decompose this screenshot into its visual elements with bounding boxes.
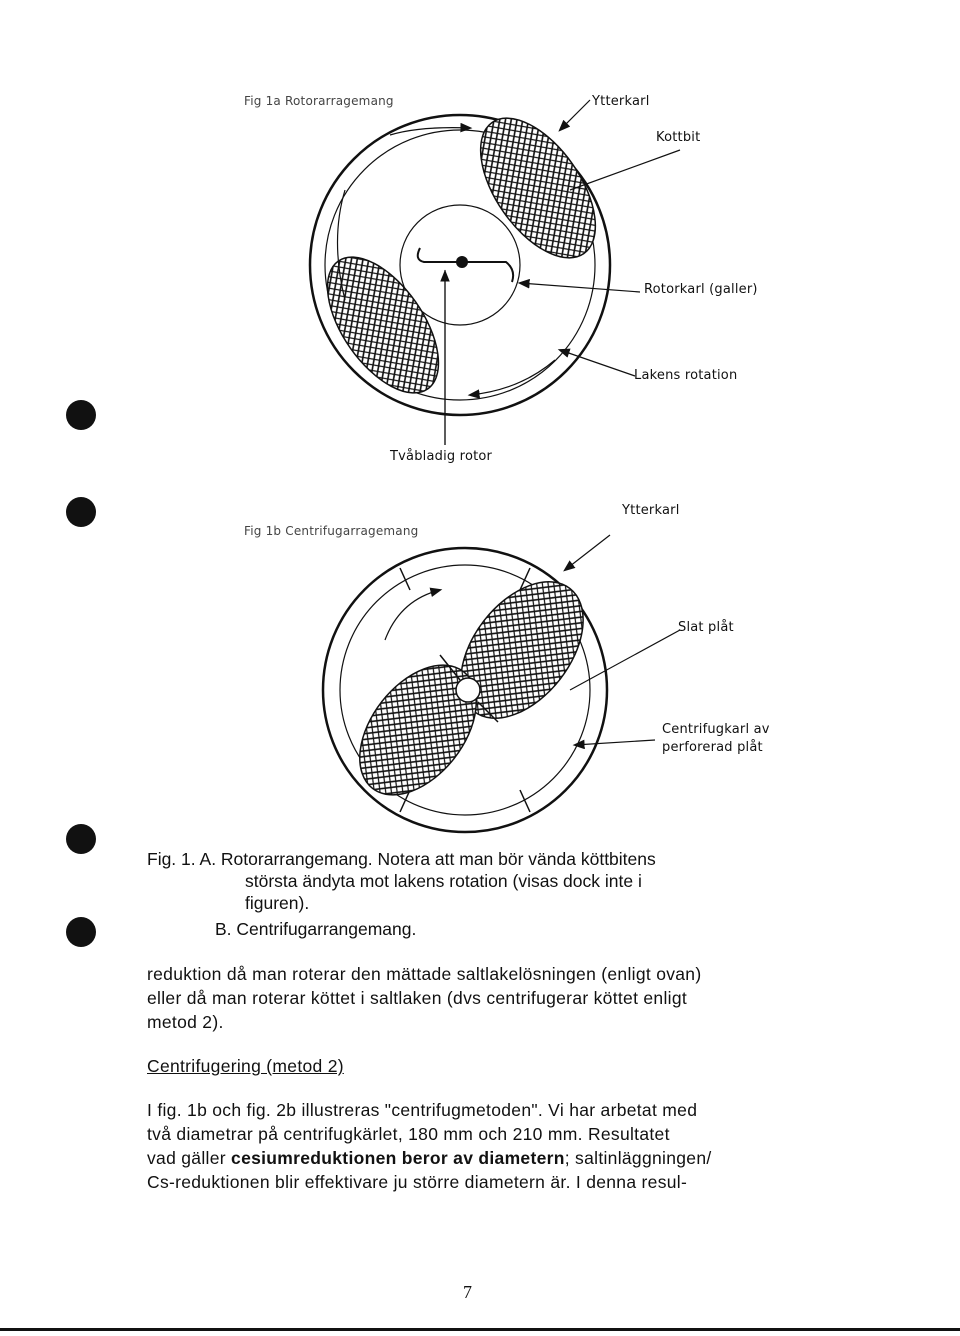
label-lakens-rotation: Lakens rotation — [634, 368, 738, 383]
label-ytterkarl-a: Ytterkarl — [592, 94, 650, 109]
label-ytterkarl-b: Ytterkarl — [622, 503, 680, 518]
para1-line-2: eller då man roterar köttet i saltlaken (dvs centrifugerar köttet enligt — [147, 988, 688, 1008]
label-kottbit: Kottbit — [656, 130, 701, 145]
label-tvabladig-rotor: Tvåbladig rotor — [390, 449, 493, 464]
para2-line-1: I fig. 1b och fig. 2b illustreras "centrifugmetoden". Vi har arbetat med — [147, 1100, 698, 1120]
punch-hole-4 — [66, 917, 96, 947]
label-centrifugkarl-1: Centrifugkarl av — [662, 722, 770, 737]
para2-line-3 — [147, 1147, 827, 1170]
figure-a-diagram — [305, 98, 680, 445]
figure-b-diagram — [323, 535, 680, 832]
para2-line-3-a: vad gäller — [147, 1148, 232, 1168]
label-rotorkarl: Rotorkarl (galler) — [644, 282, 758, 297]
label-slat-plat: Slat plåt — [678, 620, 734, 635]
para2-line-4: Cs-reduktionen blir effektivare ju större diametern är. I denna resul- — [147, 1172, 688, 1192]
figure-b-title: Fig 1b Centrifugarragemang — [244, 524, 419, 538]
para2-line-3-bold: cesiumreduktionen beror av diametern — [231, 1148, 565, 1168]
caption-line-4: B. Centrifugarrangemang. — [215, 919, 417, 939]
para2-line-2: två diametrar på centrifugkärlet, 180 mm och 210 mm. Resultatet — [147, 1124, 670, 1144]
caption-line-3: figuren). — [245, 893, 310, 913]
para1-line-1: reduktion då man roterar den mättade saltlakelösningen (enligt ovan) — [147, 964, 702, 984]
para2-line-3-c: ; saltinläggningen/ — [564, 1148, 712, 1168]
meat-piece-a2 — [305, 238, 460, 412]
bottom-rule — [0, 1328, 960, 1331]
page-number: 7 — [463, 1282, 472, 1302]
caption-line-2: största ändyta mot lakens rotation (visas dock inte i — [245, 871, 642, 891]
caption-line-1: Fig. 1. A. Rotorarrangemang. Notera att man bör vända köttbitens — [147, 849, 656, 869]
label-centrifugkarl-2: perforerad plåt — [662, 740, 763, 755]
section-heading: Centrifugering (metod 2) — [147, 1056, 344, 1076]
para1-line-3: metod 2). — [147, 1012, 224, 1032]
figure-a-title: Fig 1a Rotorarragemang — [244, 94, 394, 108]
